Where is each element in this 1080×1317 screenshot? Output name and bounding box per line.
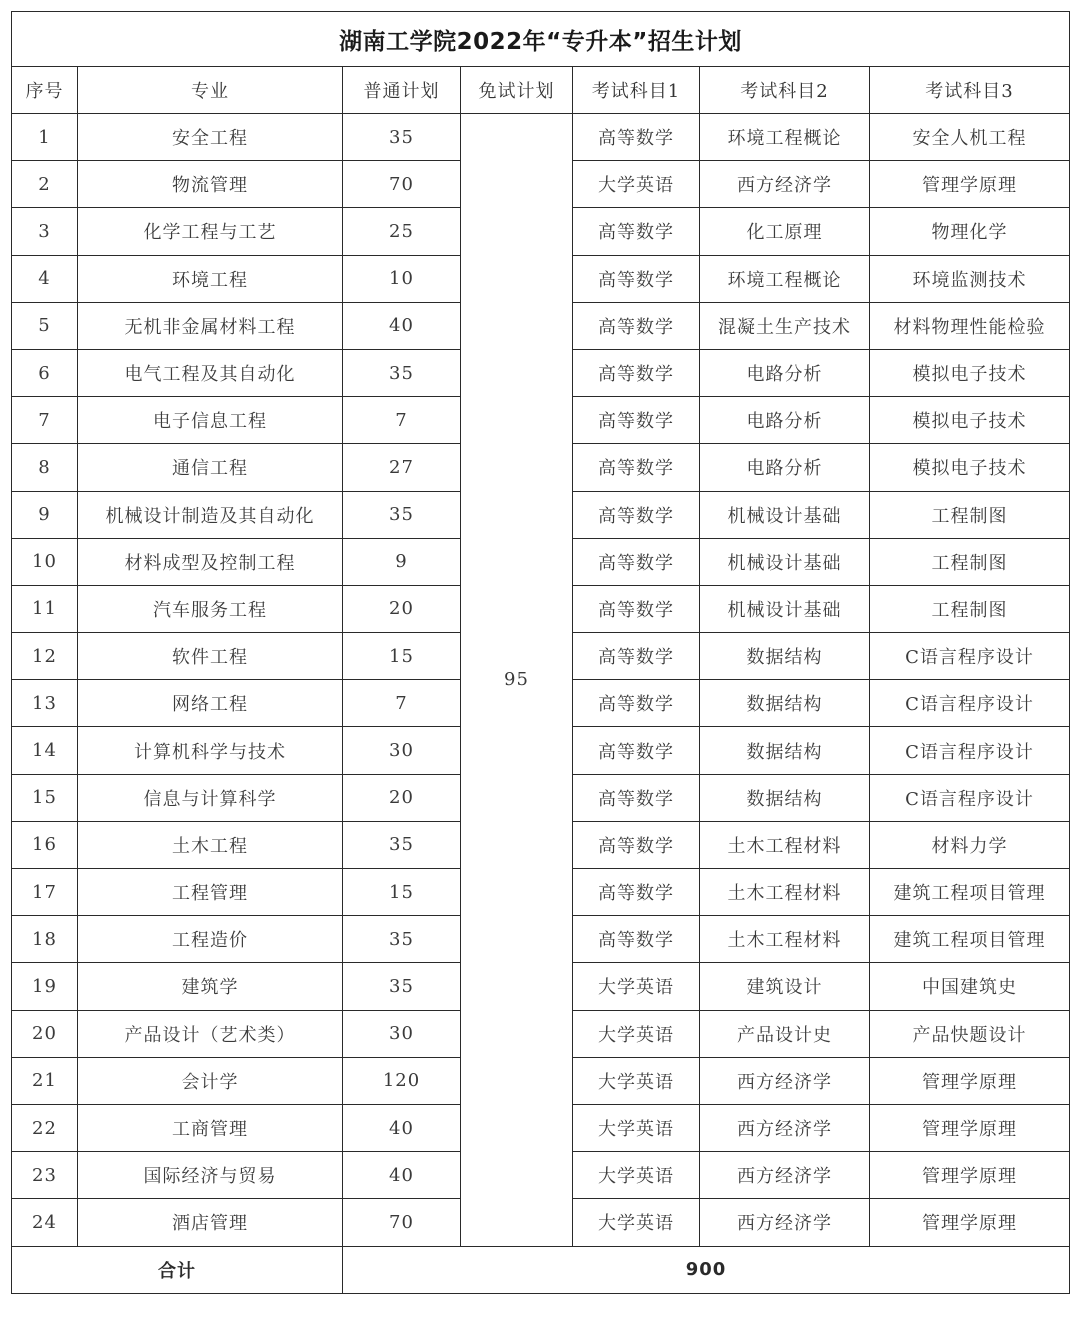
cell-index: 19 (12, 963, 78, 1010)
cell-subject3: 管理学原理 (870, 1152, 1070, 1199)
cell-subject1: 大学英语 (573, 1152, 700, 1199)
cell-subject3: 建筑工程项目管理 (870, 916, 1070, 963)
cell-subject1: 高等数学 (573, 869, 700, 916)
cell-subject3: 管理学原理 (870, 161, 1070, 208)
cell-regular-plan: 35 (343, 491, 461, 538)
cell-subject1: 大学英语 (573, 1057, 700, 1104)
cell-subject1: 高等数学 (573, 349, 700, 396)
cell-subject1: 高等数学 (573, 491, 700, 538)
cell-regular-plan: 7 (343, 680, 461, 727)
cell-major: 建筑学 (78, 963, 343, 1010)
cell-index: 18 (12, 916, 78, 963)
cell-major: 机械设计制造及其自动化 (78, 491, 343, 538)
cell-subject2: 电路分析 (700, 444, 870, 491)
cell-major: 工商管理 (78, 1104, 343, 1151)
cell-subject1: 大学英语 (573, 161, 700, 208)
cell-subject3: 建筑工程项目管理 (870, 869, 1070, 916)
cell-index: 24 (12, 1199, 78, 1246)
cell-index: 13 (12, 680, 78, 727)
cell-major: 软件工程 (78, 633, 343, 680)
cell-regular-plan: 40 (343, 1152, 461, 1199)
cell-subject3: 模拟电子技术 (870, 397, 1070, 444)
cell-subject3: 产品快题设计 (870, 1010, 1070, 1057)
cell-subject1: 高等数学 (573, 114, 700, 161)
cell-index: 20 (12, 1010, 78, 1057)
cell-subject2: 土木工程材料 (700, 821, 870, 868)
cell-subject3: 环境监测技术 (870, 255, 1070, 302)
cell-index: 10 (12, 538, 78, 585)
cell-regular-plan: 9 (343, 538, 461, 585)
cell-major: 网络工程 (78, 680, 343, 727)
title-row (12, 12, 1070, 67)
cell-subject2: 土木工程材料 (700, 916, 870, 963)
cell-major: 信息与计算科学 (78, 774, 343, 821)
cell-major: 酒店管理 (78, 1199, 343, 1246)
cell-regular-plan: 70 (343, 161, 461, 208)
cell-regular-plan: 40 (343, 302, 461, 349)
cell-subject3: 模拟电子技术 (870, 349, 1070, 396)
cell-subject2: 环境工程概论 (700, 255, 870, 302)
cell-index: 3 (12, 208, 78, 255)
cell-subject2: 建筑设计 (700, 963, 870, 1010)
cell-subject2: 数据结构 (700, 774, 870, 821)
cell-major: 电子信息工程 (78, 397, 343, 444)
cell-regular-plan: 40 (343, 1104, 461, 1151)
cell-index: 12 (12, 633, 78, 680)
cell-subject1: 高等数学 (573, 680, 700, 727)
cell-regular-plan: 35 (343, 821, 461, 868)
cell-regular-plan: 120 (343, 1057, 461, 1104)
cell-subject1: 高等数学 (573, 302, 700, 349)
cell-regular-plan: 20 (343, 585, 461, 632)
cell-subject2: 电路分析 (700, 397, 870, 444)
cell-regular-plan: 10 (343, 255, 461, 302)
header-subject3: 考试科目3 (870, 67, 1070, 114)
cell-subject1: 高等数学 (573, 538, 700, 585)
cell-major: 工程造价 (78, 916, 343, 963)
cell-subject1: 高等数学 (573, 255, 700, 302)
header-subject2: 考试科目2 (700, 67, 870, 114)
cell-subject1: 大学英语 (573, 1010, 700, 1057)
cell-subject3: 管理学原理 (870, 1057, 1070, 1104)
cell-subject3: C语言程序设计 (870, 680, 1070, 727)
cell-subject2: 西方经济学 (700, 1199, 870, 1246)
cell-subject2: 数据结构 (700, 727, 870, 774)
cell-index: 5 (12, 302, 78, 349)
total-label: 合计 (12, 1246, 343, 1293)
cell-major: 工程管理 (78, 869, 343, 916)
cell-subject2: 机械设计基础 (700, 538, 870, 585)
cell-index: 8 (12, 444, 78, 491)
cell-index: 16 (12, 821, 78, 868)
cell-subject3: 安全人机工程 (870, 114, 1070, 161)
header-index: 序号 (12, 67, 78, 114)
cell-regular-plan: 25 (343, 208, 461, 255)
cell-major: 土木工程 (78, 821, 343, 868)
cell-major: 计算机科学与技术 (78, 727, 343, 774)
cell-subject2: 西方经济学 (700, 1057, 870, 1104)
cell-major: 国际经济与贸易 (78, 1152, 343, 1199)
cell-subject1: 大学英语 (573, 1199, 700, 1246)
total-value: 900 (343, 1246, 1070, 1293)
cell-subject1: 高等数学 (573, 585, 700, 632)
cell-regular-plan: 35 (343, 114, 461, 161)
cell-subject2: 产品设计史 (700, 1010, 870, 1057)
cell-subject1: 高等数学 (573, 821, 700, 868)
header-major: 专业 (78, 67, 343, 114)
cell-subject1: 高等数学 (573, 916, 700, 963)
cell-regular-plan: 30 (343, 1010, 461, 1057)
cell-regular-plan: 35 (343, 963, 461, 1010)
cell-subject2: 西方经济学 (700, 1152, 870, 1199)
cell-major: 物流管理 (78, 161, 343, 208)
cell-index: 1 (12, 114, 78, 161)
cell-regular-plan: 15 (343, 633, 461, 680)
cell-subject2: 西方经济学 (700, 161, 870, 208)
cell-index: 14 (12, 727, 78, 774)
cell-index: 7 (12, 397, 78, 444)
cell-subject3: C语言程序设计 (870, 633, 1070, 680)
cell-major: 化学工程与工艺 (78, 208, 343, 255)
cell-subject3: C语言程序设计 (870, 727, 1070, 774)
cell-subject2: 数据结构 (700, 633, 870, 680)
cell-index: 21 (12, 1057, 78, 1104)
cell-major: 通信工程 (78, 444, 343, 491)
header-row (12, 67, 1070, 114)
enrollment-plan-sheet (11, 11, 1069, 1294)
cell-regular-plan: 15 (343, 869, 461, 916)
cell-index: 17 (12, 869, 78, 916)
cell-exempt-plan-merged: 95 (461, 114, 573, 1247)
cell-subject3: 中国建筑史 (870, 963, 1070, 1010)
header-exempt-plan: 免试计划 (461, 67, 573, 114)
cell-subject2: 机械设计基础 (700, 585, 870, 632)
cell-subject3: 材料物理性能检验 (870, 302, 1070, 349)
cell-subject2: 机械设计基础 (700, 491, 870, 538)
cell-subject1: 高等数学 (573, 633, 700, 680)
cell-subject1: 高等数学 (573, 727, 700, 774)
table-row (12, 114, 1070, 161)
cell-subject3: 管理学原理 (870, 1104, 1070, 1151)
cell-regular-plan: 27 (343, 444, 461, 491)
cell-major: 环境工程 (78, 255, 343, 302)
cell-regular-plan: 20 (343, 774, 461, 821)
header-subject1: 考试科目1 (573, 67, 700, 114)
cell-index: 2 (12, 161, 78, 208)
cell-subject3: 工程制图 (870, 538, 1070, 585)
total-row (12, 1246, 1070, 1293)
cell-subject2: 数据结构 (700, 680, 870, 727)
cell-subject3: 物理化学 (870, 208, 1070, 255)
cell-subject3: 工程制图 (870, 491, 1070, 538)
cell-regular-plan: 7 (343, 397, 461, 444)
cell-index: 22 (12, 1104, 78, 1151)
cell-subject1: 高等数学 (573, 774, 700, 821)
cell-subject2: 电路分析 (700, 349, 870, 396)
enrollment-plan-table (11, 11, 1070, 1294)
table-title: 湖南工学院2022年“专升本”招生计划 (12, 12, 1070, 67)
cell-index: 11 (12, 585, 78, 632)
cell-subject2: 西方经济学 (700, 1104, 870, 1151)
cell-index: 23 (12, 1152, 78, 1199)
cell-major: 电气工程及其自动化 (78, 349, 343, 396)
cell-major: 会计学 (78, 1057, 343, 1104)
cell-subject1: 大学英语 (573, 963, 700, 1010)
cell-subject3: 材料力学 (870, 821, 1070, 868)
cell-subject3: 模拟电子技术 (870, 444, 1070, 491)
cell-major: 安全工程 (78, 114, 343, 161)
cell-regular-plan: 30 (343, 727, 461, 774)
cell-regular-plan: 35 (343, 916, 461, 963)
header-regular-plan: 普通计划 (343, 67, 461, 114)
cell-subject2: 混凝土生产技术 (700, 302, 870, 349)
cell-index: 6 (12, 349, 78, 396)
cell-subject2: 化工原理 (700, 208, 870, 255)
cell-index: 4 (12, 255, 78, 302)
cell-regular-plan: 35 (343, 349, 461, 396)
cell-index: 9 (12, 491, 78, 538)
cell-major: 材料成型及控制工程 (78, 538, 343, 585)
cell-major: 产品设计（艺术类） (78, 1010, 343, 1057)
cell-subject2: 环境工程概论 (700, 114, 870, 161)
cell-subject3: 工程制图 (870, 585, 1070, 632)
cell-subject2: 土木工程材料 (700, 869, 870, 916)
cell-major: 无机非金属材料工程 (78, 302, 343, 349)
cell-major: 汽车服务工程 (78, 585, 343, 632)
cell-subject1: 高等数学 (573, 444, 700, 491)
cell-index: 15 (12, 774, 78, 821)
cell-subject3: C语言程序设计 (870, 774, 1070, 821)
cell-subject3: 管理学原理 (870, 1199, 1070, 1246)
cell-regular-plan: 70 (343, 1199, 461, 1246)
cell-subject1: 大学英语 (573, 1104, 700, 1151)
cell-subject1: 高等数学 (573, 397, 700, 444)
cell-subject1: 高等数学 (573, 208, 700, 255)
